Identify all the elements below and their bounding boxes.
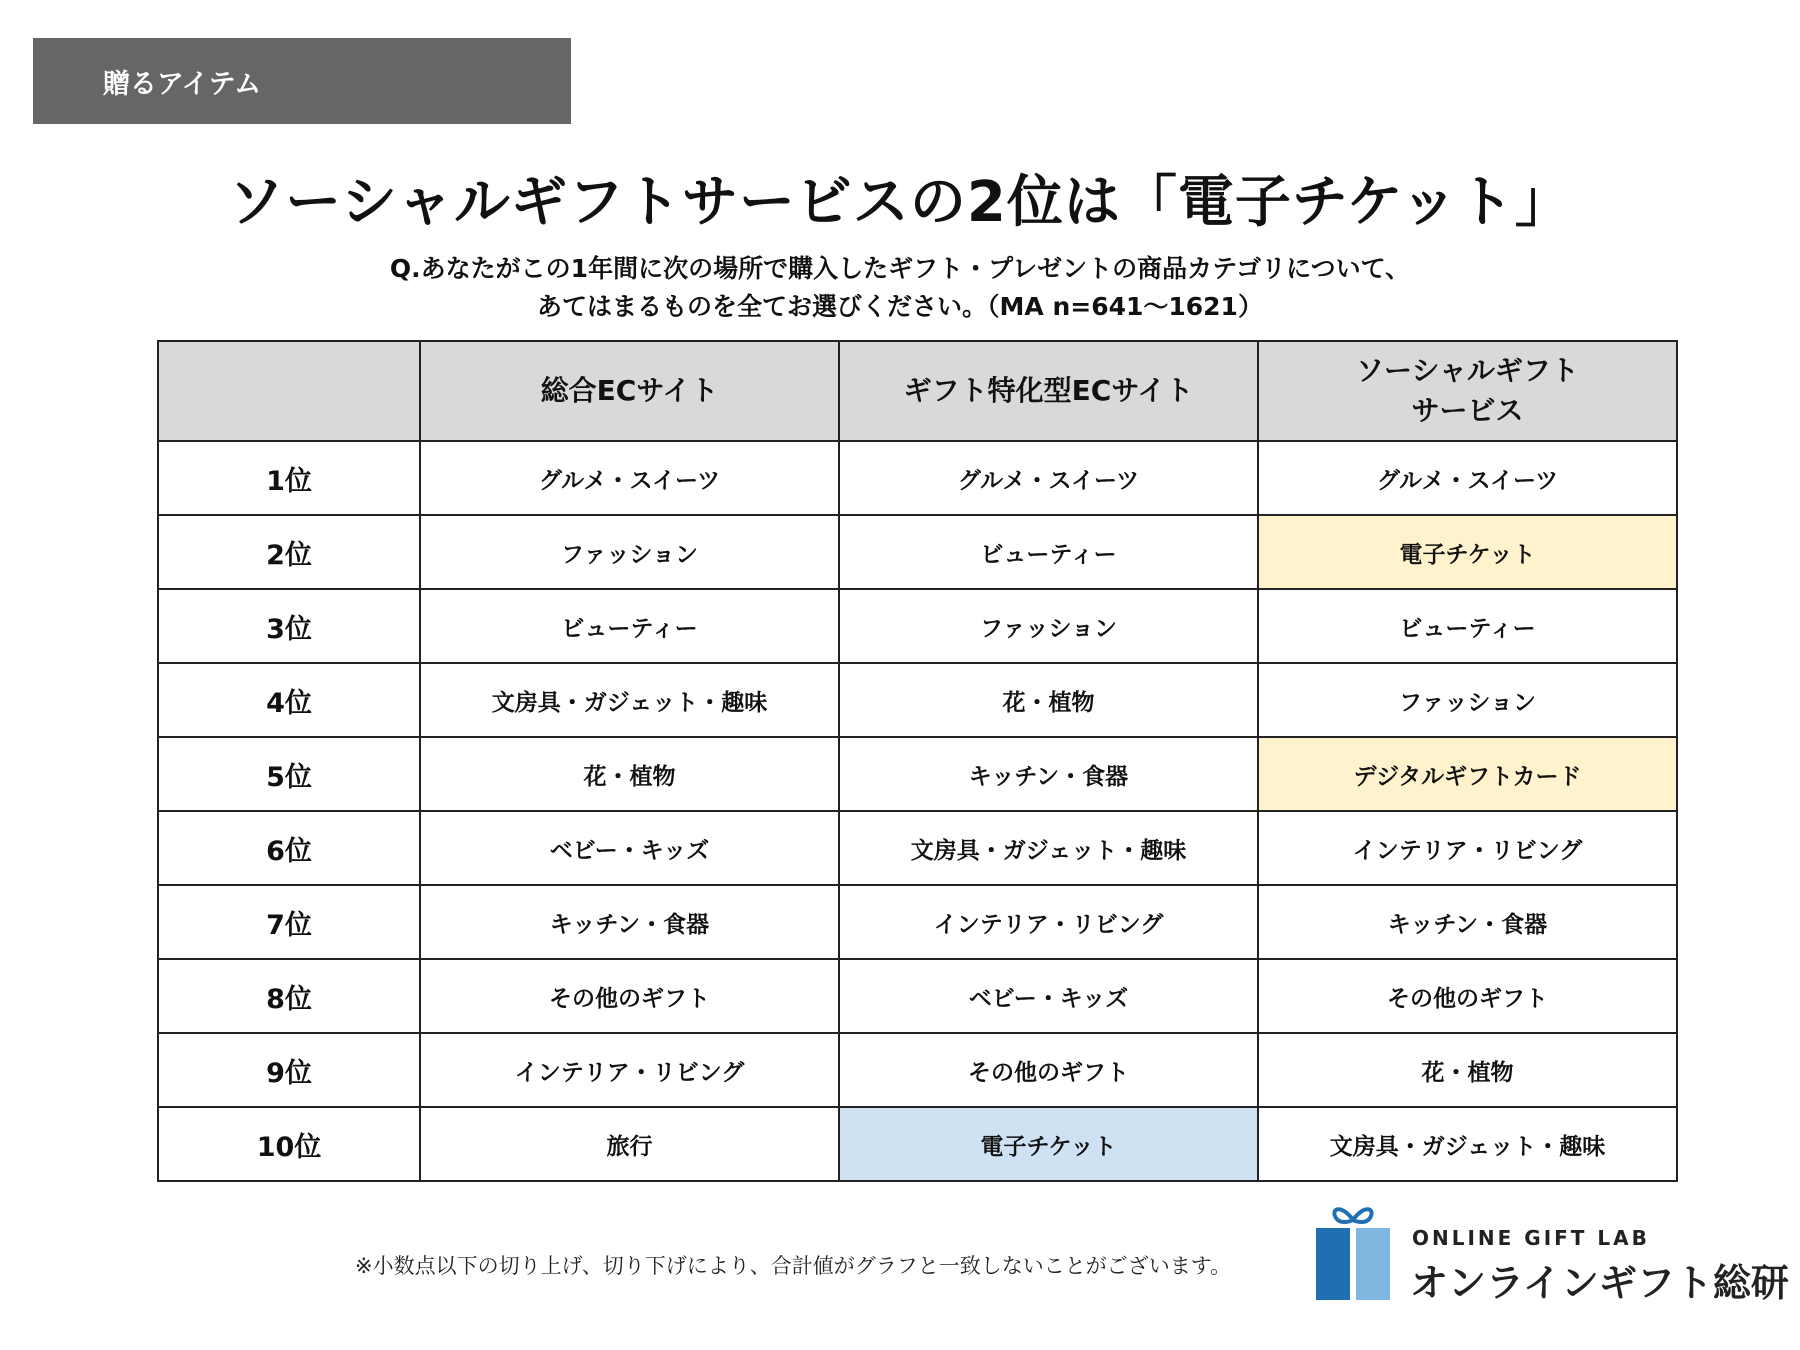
table-row	[158, 885, 1677, 959]
general-ec-cell: キッチン・食器	[420, 885, 839, 959]
general-ec-cell: 文房具・ガジェット・趣味	[420, 663, 839, 737]
table-row	[158, 441, 1677, 515]
social-gift-cell: グルメ・スイーツ	[1258, 441, 1677, 515]
table-row	[158, 663, 1677, 737]
rank-cell: 7位	[158, 885, 420, 959]
survey-question	[0, 250, 1800, 326]
header-social-gift	[1258, 341, 1677, 441]
table-row	[158, 1033, 1677, 1107]
social-gift-cell: その他のギフト	[1258, 959, 1677, 1033]
general-ec-cell: インテリア・リビング	[420, 1033, 839, 1107]
rank-cell: 2位	[158, 515, 420, 589]
ranking-table	[157, 340, 1678, 1182]
social-gift-cell: キッチン・食器	[1258, 885, 1677, 959]
table-header-row	[158, 341, 1677, 441]
header-social-gift-line-2: サービス	[1411, 394, 1524, 427]
header-social-gift-line-1: ソーシャルギフト	[1356, 354, 1579, 387]
social-gift-cell: インテリア・リビング	[1258, 811, 1677, 885]
table-row	[158, 515, 1677, 589]
gift-ec-cell: ベビー・キッズ	[839, 959, 1258, 1033]
gift-ec-cell: 花・植物	[839, 663, 1258, 737]
rank-cell: 8位	[158, 959, 420, 1033]
table-row	[158, 959, 1677, 1033]
rank-cell: 4位	[158, 663, 420, 737]
question-line-2: あてはまるものを全てお選びください。（MA n=641～1621）	[537, 292, 1263, 321]
brand-logo	[1316, 1200, 1789, 1305]
social-gift-cell: 花・植物	[1258, 1033, 1677, 1107]
table-row	[158, 1107, 1677, 1181]
header-general-ec: 総合ECサイト	[420, 341, 839, 441]
header-rank	[158, 341, 420, 441]
general-ec-cell: ビューティー	[420, 589, 839, 663]
logo-text-ja: オンラインギフト総研	[1410, 1261, 1789, 1305]
social-gift-cell: 文房具・ガジェット・趣味	[1258, 1107, 1677, 1181]
gift-ec-cell: インテリア・リビング	[839, 885, 1258, 959]
gift-ec-cell: 文房具・ガジェット・趣味	[839, 811, 1258, 885]
social-gift-cell-highlighted: 電子チケット	[1258, 515, 1677, 589]
section-tag: 贈るアイテム	[33, 38, 571, 124]
header-gift-ec: ギフト特化型ECサイト	[839, 341, 1258, 441]
rank-cell: 9位	[158, 1033, 420, 1107]
gift-ec-cell: その他のギフト	[839, 1033, 1258, 1107]
footnote: ※小数点以下の切り上げ、切り下げにより、合計値がグラフと一致しないことがございます。	[355, 1254, 1232, 1278]
general-ec-cell: 旅行	[420, 1107, 839, 1181]
gift-ec-cell: キッチン・食器	[839, 737, 1258, 811]
question-line-1: Q.あなたがこの1年間に次の場所で購入したギフト・プレゼントの商品カテゴリについて、	[389, 254, 1411, 283]
page-title: ソーシャルギフトサービスの2位は「電子チケット」	[228, 170, 1572, 235]
general-ec-cell: ファッション	[420, 515, 839, 589]
gift-ec-cell: ファッション	[839, 589, 1258, 663]
table-row	[158, 589, 1677, 663]
table-row	[158, 737, 1677, 811]
social-gift-cell: ファッション	[1258, 663, 1677, 737]
social-gift-cell-highlighted: デジタルギフトカード	[1258, 737, 1677, 811]
gift-ec-cell: ビューティー	[839, 515, 1258, 589]
rank-cell: 3位	[158, 589, 420, 663]
general-ec-cell: ベビー・キッズ	[420, 811, 839, 885]
general-ec-cell: その他のギフト	[420, 959, 839, 1033]
general-ec-cell: グルメ・スイーツ	[420, 441, 839, 515]
general-ec-cell: 花・植物	[420, 737, 839, 811]
rank-cell: 6位	[158, 811, 420, 885]
rank-cell: 1位	[158, 441, 420, 515]
gift-ec-cell-highlighted: 電子チケット	[839, 1107, 1258, 1181]
rank-cell: 10位	[158, 1107, 420, 1181]
gift-ec-cell: グルメ・スイーツ	[839, 441, 1258, 515]
logo-text-en: ONLINE GIFT LAB	[1412, 1226, 1650, 1250]
gift-box-icon	[1316, 1200, 1390, 1300]
social-gift-cell: ビューティー	[1258, 589, 1677, 663]
table-row	[158, 811, 1677, 885]
rank-cell: 5位	[158, 737, 420, 811]
